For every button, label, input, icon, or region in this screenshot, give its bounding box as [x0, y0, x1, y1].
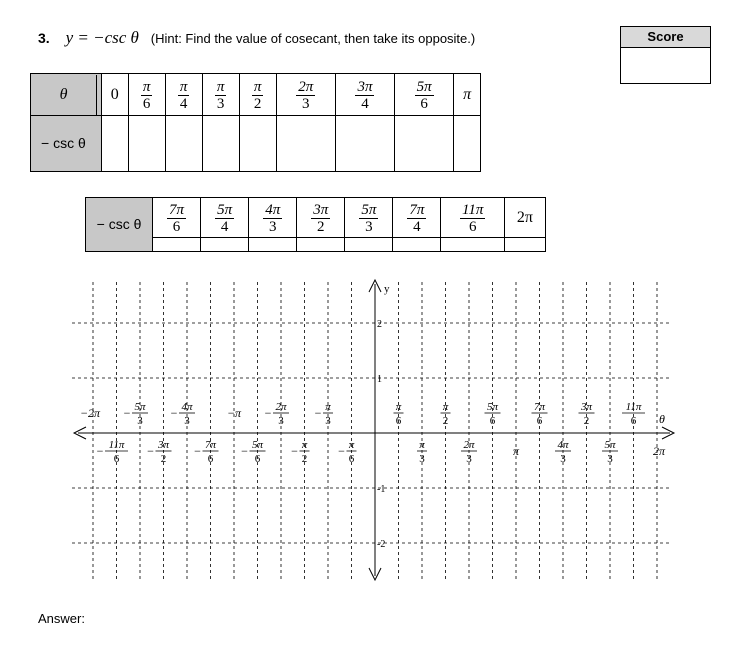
x-tick-denominator: 3 [466, 453, 472, 465]
x-tick-text: π [512, 444, 520, 458]
theta-value-cell [153, 198, 201, 238]
x-tick-text: −π [226, 406, 242, 420]
fraction-numerator: 2π [298, 78, 314, 95]
x-tick-numerator: π [325, 401, 331, 413]
x-tick-denominator: 3 [560, 453, 566, 465]
problem-hint: (Hint: Find the value of cosecant, then take its opposite.) [150, 31, 476, 46]
fraction-numerator: 7π [409, 201, 425, 218]
theta-row [31, 74, 481, 116]
answer-cell[interactable] [441, 238, 504, 252]
x-axis-label: θ [659, 412, 665, 426]
x-tick-sign: − [147, 444, 154, 458]
fraction-denominator: 6 [172, 218, 181, 235]
x-tick-denominator: 6 [395, 415, 402, 427]
plain-value: 2π [516, 208, 533, 226]
grid-lines [72, 282, 672, 582]
fraction-numerator: π [179, 78, 188, 95]
fraction-value [296, 79, 315, 112]
x-tick-numerator: 7π [533, 401, 546, 413]
x-tick-denominator: 2 [160, 453, 167, 465]
theta-value-cell [395, 74, 454, 116]
x-labels-upper [80, 401, 645, 427]
fraction-value [167, 202, 186, 235]
values-table-1 [30, 73, 481, 172]
theta-value-cell [276, 74, 335, 116]
x-tick-denominator: 6 [113, 453, 120, 465]
fraction-value [215, 79, 227, 112]
fraction-value [355, 79, 374, 112]
answer-cell[interactable] [153, 238, 201, 252]
x-tick-numerator: 2π [463, 439, 475, 451]
x-tick-denominator: 3 [184, 415, 190, 427]
problem-statement [38, 28, 475, 48]
fraction-value [141, 79, 153, 112]
x-tick-numerator: 7π [204, 439, 217, 451]
score-box [620, 26, 711, 84]
x-tick-numerator: π [301, 439, 308, 451]
theta-value-cell [202, 74, 239, 116]
fraction-numerator: 5π [361, 201, 377, 218]
x-tick-numerator: 3π [157, 439, 170, 451]
x-tick-sign: − [96, 444, 104, 458]
fraction-numerator: 11π [461, 201, 484, 218]
theta-value-cell [297, 198, 345, 238]
x-tick-sign: − [314, 406, 322, 420]
neg-csc-header-cell-2 [86, 198, 153, 252]
y-axis-label: y [384, 283, 390, 295]
x-axis [74, 427, 674, 439]
answer-cell[interactable] [249, 238, 297, 252]
x-tick-label [171, 401, 195, 427]
fraction-denominator: 4 [413, 218, 421, 235]
x-tick-denominator: 3 [419, 453, 425, 465]
fraction-value [415, 79, 434, 112]
x-tick-denominator: 6 [536, 415, 543, 427]
x-tick-denominator: 3 [137, 415, 143, 427]
theta-header-label: θ [59, 85, 68, 103]
answer-cell[interactable] [201, 238, 249, 252]
fraction-denominator: 6 [420, 95, 428, 112]
fraction-denominator: 6 [468, 218, 477, 235]
theta-value-cell [102, 74, 129, 116]
x-tick-sign: − [123, 406, 131, 420]
fraction-value [215, 202, 234, 235]
values-table-2 [85, 197, 546, 252]
x-tick-label [147, 439, 171, 465]
x-tick-denominator: 6 [489, 415, 496, 427]
score-label: Score [621, 27, 710, 48]
y-tick-labels [377, 319, 385, 550]
x-tick-denominator: 6 [254, 453, 261, 465]
fraction-value [252, 79, 264, 112]
answer-cell[interactable] [395, 116, 454, 172]
plain-value: 0 [110, 85, 119, 103]
x-tick-label [315, 401, 333, 427]
answer-cell[interactable] [202, 116, 239, 172]
fraction-numerator: 3π [313, 201, 329, 218]
theta-row-2 [86, 198, 546, 238]
x-tick-numerator: 4π [181, 401, 193, 413]
coordinate-grid[interactable] [0, 270, 734, 590]
y-tick-label: 2 [377, 319, 382, 330]
answer-cell[interactable] [239, 116, 276, 172]
x-tick-label [80, 406, 101, 420]
fraction-denominator: 3 [216, 95, 225, 112]
theta-value-cell [239, 74, 276, 116]
theta-value-cell [128, 74, 165, 116]
neg-csc-header-cell [31, 116, 102, 172]
x-tick-label [265, 401, 289, 427]
x-tick-numerator: 5π [486, 401, 499, 413]
fraction-value [178, 79, 190, 112]
x-tick-label [97, 439, 128, 465]
theta-value-cell [335, 74, 394, 116]
fraction-denominator: 2 [253, 95, 262, 112]
fraction-numerator: π [142, 78, 151, 95]
x-tick-numerator: 5π [251, 439, 264, 451]
theta-value-cell [393, 198, 441, 238]
x-tick-text: −2π [79, 406, 101, 420]
x-tick-sign: − [264, 406, 272, 420]
x-tick-numerator: 2π [275, 401, 287, 413]
x-tick-label [194, 439, 218, 465]
fraction-denominator: 6 [142, 95, 151, 112]
fraction-value [263, 202, 282, 235]
plain-value: π [463, 85, 472, 103]
x-tick-numerator: π [395, 401, 402, 413]
x-tick-denominator: 2 [442, 415, 449, 427]
y-tick-label: -1 [377, 484, 386, 495]
theta-value-cell [504, 198, 545, 238]
x-tick-label [338, 439, 356, 465]
x-tick-denominator: 6 [630, 415, 637, 427]
x-tick-denominator: 6 [348, 453, 355, 465]
fraction-denominator: 4 [220, 218, 229, 235]
problem-equation: y = −csc θ [65, 28, 139, 47]
answer-cell[interactable] [393, 238, 441, 252]
x-tick-label [291, 439, 309, 465]
fraction-denominator: 2 [317, 218, 325, 235]
x-tick-numerator: 4π [557, 439, 569, 451]
fraction-denominator: 4 [179, 95, 188, 112]
score-entry[interactable] [621, 48, 710, 83]
answer-cell[interactable] [504, 238, 545, 252]
x-labels-lower [97, 439, 666, 465]
answer-cell[interactable] [276, 116, 335, 172]
theta-value-cell [441, 198, 504, 238]
x-tick-sign: − [194, 444, 201, 458]
answer-cell[interactable] [102, 116, 129, 172]
answer-cell[interactable] [165, 116, 202, 172]
x-tick-sign: − [338, 444, 345, 458]
answer-cell[interactable] [297, 238, 345, 252]
neg-csc-row [31, 116, 481, 172]
x-tick-numerator: π [419, 439, 425, 451]
x-tick-label [241, 439, 265, 465]
theta-value-cell [249, 198, 297, 238]
fraction-denominator: 3 [365, 218, 373, 235]
x-tick-sign: − [291, 444, 298, 458]
theta-value-cell [201, 198, 249, 238]
x-tick-numerator: 5π [604, 439, 616, 451]
answer-row-2 [86, 238, 546, 252]
fraction-value [311, 202, 330, 235]
problem-number: 3. [38, 30, 50, 46]
y-tick-label: 1 [377, 374, 382, 385]
answer-cell[interactable] [454, 116, 481, 172]
fraction-value [460, 202, 485, 235]
x-tick-numerator: 5π [134, 401, 146, 413]
fraction-denominator: 3 [268, 218, 277, 235]
fraction-numerator: 7π [169, 201, 185, 218]
x-tick-label [513, 444, 520, 458]
x-tick-text: 2π [652, 444, 666, 458]
x-tick-numerator: π [348, 439, 355, 451]
x-tick-denominator: 3 [325, 415, 331, 427]
answer-cell[interactable] [345, 238, 393, 252]
x-tick-numerator: 3π [580, 401, 593, 413]
fraction-value [407, 202, 426, 235]
x-tick-sign: − [241, 444, 248, 458]
fraction-numerator: π [216, 78, 225, 95]
x-tick-numerator: π [442, 401, 449, 413]
neg-csc-header-label: − csc θ [41, 134, 86, 151]
x-tick-label [227, 406, 242, 420]
x-tick-label [653, 444, 666, 458]
x-tick-denominator: 2 [301, 453, 308, 465]
fraction-numerator: π [253, 78, 262, 95]
x-tick-label [124, 401, 148, 427]
theta-header-cell [31, 74, 102, 116]
x-tick-numerator: 11π [108, 439, 125, 451]
theta-value-cell [454, 74, 481, 116]
answer-cell[interactable] [335, 116, 394, 172]
x-tick-denominator: 3 [607, 453, 613, 465]
fraction-numerator: 4π [265, 201, 281, 218]
fraction-denominator: 4 [361, 95, 369, 112]
x-tick-denominator: 2 [583, 415, 590, 427]
fraction-numerator: 3π [357, 78, 373, 95]
x-tick-sign: − [170, 406, 178, 420]
x-tick-numerator: 11π [625, 401, 642, 413]
theta-value-cell [345, 198, 393, 238]
y-tick-label: -2 [377, 539, 386, 550]
answer-cell[interactable] [128, 116, 165, 172]
neg-csc-header-label-2: − csc θ [96, 215, 142, 232]
fraction-numerator: 5π [416, 78, 432, 95]
fraction-denominator: 3 [302, 95, 310, 112]
x-tick-denominator: 6 [207, 453, 214, 465]
fraction-numerator: 5π [217, 201, 233, 218]
theta-value-cell [165, 74, 202, 116]
x-tick-denominator: 3 [278, 415, 284, 427]
answer-label: Answer: [38, 611, 85, 626]
fraction-value [359, 202, 378, 235]
